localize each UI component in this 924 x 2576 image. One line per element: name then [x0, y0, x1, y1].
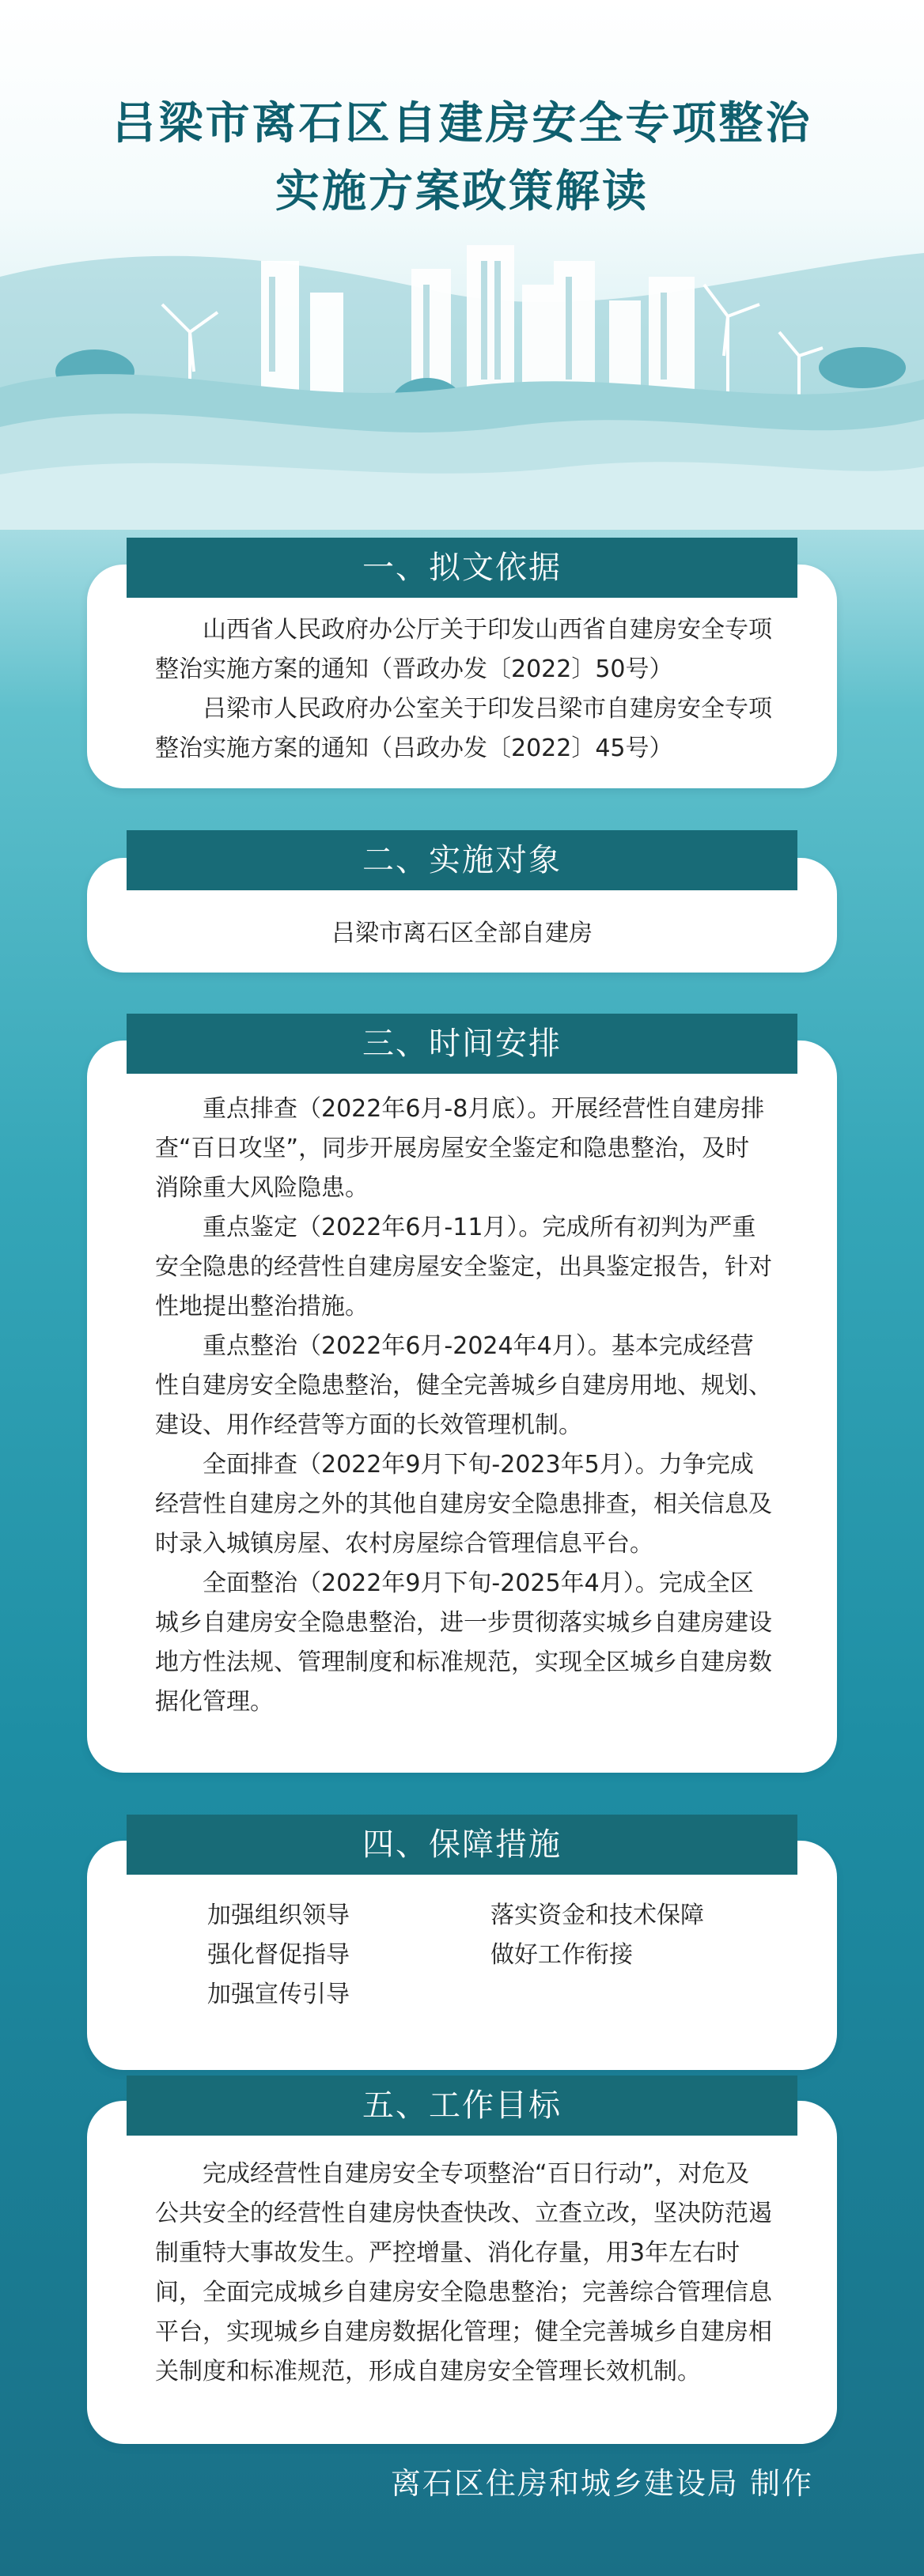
basis-paragraph-2: 吕梁市人民政府办公室关于印发吕梁市自建房安全专项整治实施方案的通知（吕政办发〔2022〕45号）: [155, 695, 772, 762]
schedule-paragraph-2: 重点鉴定（2022年6月-11月）。完成所有初判为严重安全隐患的经营性自建房屋安全鉴定，出具鉴定报告，针对性地提出整治措施。: [155, 1214, 772, 1320]
page-subtitle: 实施方案政策解读: [275, 165, 649, 217]
card-schedule: [87, 1041, 837, 1773]
basis-paragraph-1: 山西省人民政府办公厅关于印发山西省自建房安全专项整治实施方案的通知（晋政办发〔2022〕50号）: [155, 616, 772, 683]
schedule-paragraph-4: 全面排查（2022年9月下旬-2023年5月）。力争完成经营性自建房之外的其他自建房安全隐患排查，相关信息及时录入城镇房屋、农村房屋综合管理信息平台。: [155, 1451, 772, 1558]
safeguard-item-left-1: 加强组织领导: [207, 1902, 350, 1929]
schedule-paragraph-1: 重点排查（2022年6月-8月底）。开展经营性自建房排查“百日攻坚”，同步开展房屋安全鉴定和隐患整治，及时消除重大风险隐患。: [155, 1095, 765, 1202]
section-heading-safeguards: 四、保障措施: [127, 1815, 797, 1875]
goals-paragraph: 完成经营性自建房安全专项整治“百日行动”，对危及公共安全的经营性自建房快查快改、立查立改，坚决防范遏制重特大事故发生。严控增量、消化存量，用3年左右时间，全面完成城乡自建房安全隐患整治；完善综合管理信息平台，实现城乡自建房数据化管理；健全完善城乡自建房相关制度和标准规范，形成自建房安全管理长效机制。: [155, 2160, 772, 2385]
safeguard-item-left-3: 加强宣传引导: [207, 1981, 350, 2008]
schedule-text: [155, 1090, 772, 1722]
section-heading-basis: 一、拟文依据: [127, 538, 797, 598]
target-text: 吕梁市离石区全部自建房: [331, 920, 593, 947]
safeguard-item-left-2: 强化督促指导: [207, 1941, 350, 1969]
card-safeguards: [87, 1841, 837, 2070]
basis-text: [155, 610, 788, 769]
card-goals: [87, 2101, 837, 2444]
safeguard-item-right-1: 落实资金和技术保障: [490, 1902, 704, 1929]
card-basis: [87, 565, 837, 788]
schedule-paragraph-3: 重点整治（2022年6月-2024年4月）。基本完成经营性自建房安全隐患整治，健全完善城乡自建房用地、规划、建设、用作经营等方面的长效管理机制。: [155, 1332, 772, 1439]
schedule-paragraph-5: 全面整治（2022年9月下旬-2025年4月）。完成全区城乡自建房安全隐患整治，进一步贯彻落实城乡自建房建设地方性法规、管理制度和标准规范，实现全区城乡自建房数据化管理。: [155, 1569, 772, 1716]
section-heading-target: 二、实施对象: [127, 830, 797, 890]
city-skyline-illustration: [0, 229, 924, 530]
section-heading-goals: 五、工作目标: [127, 2076, 797, 2136]
safeguard-item-right-2: 做好工作衔接: [490, 1941, 633, 1969]
goals-text: [155, 2155, 772, 2392]
page-title: 吕梁市离石区自建房安全专项整治: [112, 97, 812, 149]
section-heading-schedule: 三、时间安排: [127, 1014, 797, 1074]
producer-credit: 离石区住房和城乡建设局 制作: [390, 2466, 813, 2501]
